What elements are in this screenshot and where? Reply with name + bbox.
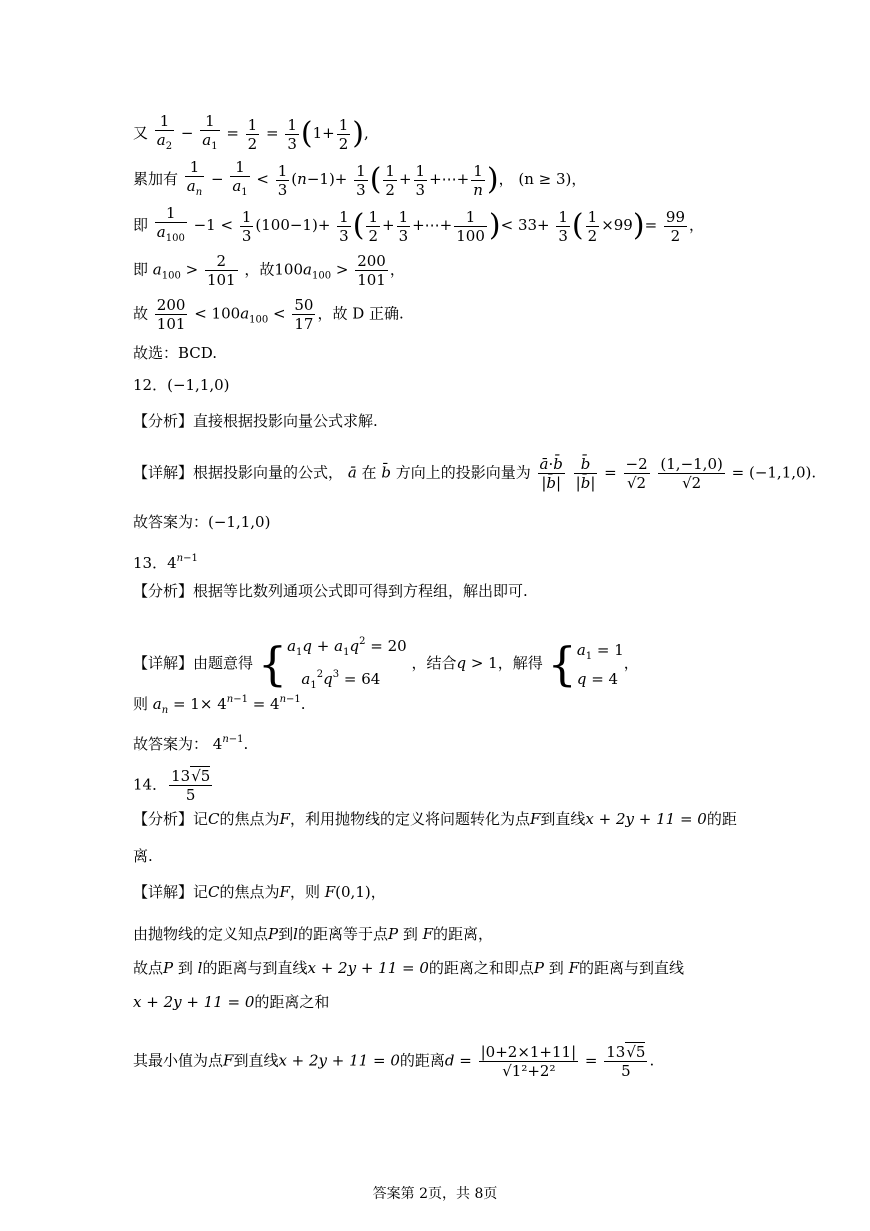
q13-then: 则 $a_n = 1\times 4^{n-1} = 4^{n-1}$. — [133, 694, 306, 716]
line-3: 即 $\frac{1}{a_{100}}$ −1 < $\frac{1}{3}$ (100−1)+ $\frac{1}{3}$ ( $\frac{1}{2}$ + $\frac{1}{3}$ +⋯+ $\frac{1}{100}$ )< 33+ $\frac{1}{3}$ ( $\frac{1}{2}$ ×99)= $\frac{99}{2}$ ， — [133, 204, 705, 245]
q12-analysis: 【分析】直接根据投影向量公式求解. — [133, 412, 378, 430]
q14-d3: x + 2y + 11 = 0的距离之和 — [133, 993, 330, 1011]
q14-d1: 由抛物线的定义知点P到l的距离等于点P 到 F的距离， — [133, 925, 494, 943]
line-4: 即 $a_{100}$ > $\frac{2}{101}$ ，故$100a_{100}$ > $\frac{200}{101}$ ， — [133, 252, 405, 289]
q13-header: 13．$4^{n-1}$ — [133, 553, 198, 572]
q12-result: 故答案为：(−1,1,0) — [133, 513, 271, 531]
q14-analysis-cont: 离. — [133, 847, 153, 865]
q14-d2: 故点P 到 l的距离与到直线x + 2y + 11 = 0的距离之和即点P 到 F的距离与到直线 — [133, 959, 684, 977]
q13-detail: 【详解】由题意得 {$a_1q + a_1q^2 = 20$ $a_1^2q^3 = 64$ ，结合q > 1，解得 {$a_1 = 1$ q = 4， — [133, 636, 639, 691]
q14-detail: 【详解】记C的焦点为F，则 F(0,1)， — [133, 883, 386, 901]
q13-result: 故答案为： $4^{n-1}$. — [133, 734, 249, 753]
line-2: 累加有 $\frac{1}{a_n}$ − $\frac{1}{a_1}$ < $\frac{1}{3}$ (n−1)+ $\frac{1}{3}$ ( $\frac{1}{2}$ + $\frac{1}{3}$ +⋯+ $\frac{1}{n}$ )， (n ≥ 3)， — [133, 158, 587, 199]
q14-header: 14． $\frac{13√5}{5}$ — [133, 767, 211, 804]
page-footer: 答案第 2页，共 8页 — [372, 1186, 498, 1202]
q12-header: 12．(−1,1,0) — [133, 376, 230, 394]
line-5: 故 $\frac{200}{101}$ < $100a_{100}$ < $\frac{50}{17}$ ，故 D 正确. — [133, 296, 404, 333]
q12-detail: 【详解】根据投影向量的公式， ā 在 b̄ 方向上的投影向量为 $\frac{ā\cdot b̄}{|b̄|}$ $\frac{b̄}{|b̄|}$ = $\frac{-2}{√2}$ $\frac{(1,-1,0)}{√2}$ = (−1,1,0). — [133, 455, 817, 492]
line-6: 故选：BCD. — [133, 344, 218, 362]
q14-analysis: 【分析】记C的焦点为F，利用抛物线的定义将问题转化为点F到直线x + 2y + 11 = 0的距 — [133, 810, 737, 828]
q13-analysis: 【分析】根据等比数列通项公式即可得到方程组，解出即可. — [133, 582, 528, 600]
q14-d4: 其最小值为点F到直线x + 2y + 11 = 0的距离d = $\frac{|0+2\times 1+11|}{\text{√1²+2²}}$ = $\frac{13√5}{5}$ . — [133, 1043, 655, 1080]
line-1: 又 $\frac{1}{a_2}$ − $\frac{1}{a_1}$ = $\frac{1}{2}$ = $\frac{1}{3}$ (1+ $\frac{1}{2}$ ), — [133, 112, 369, 153]
